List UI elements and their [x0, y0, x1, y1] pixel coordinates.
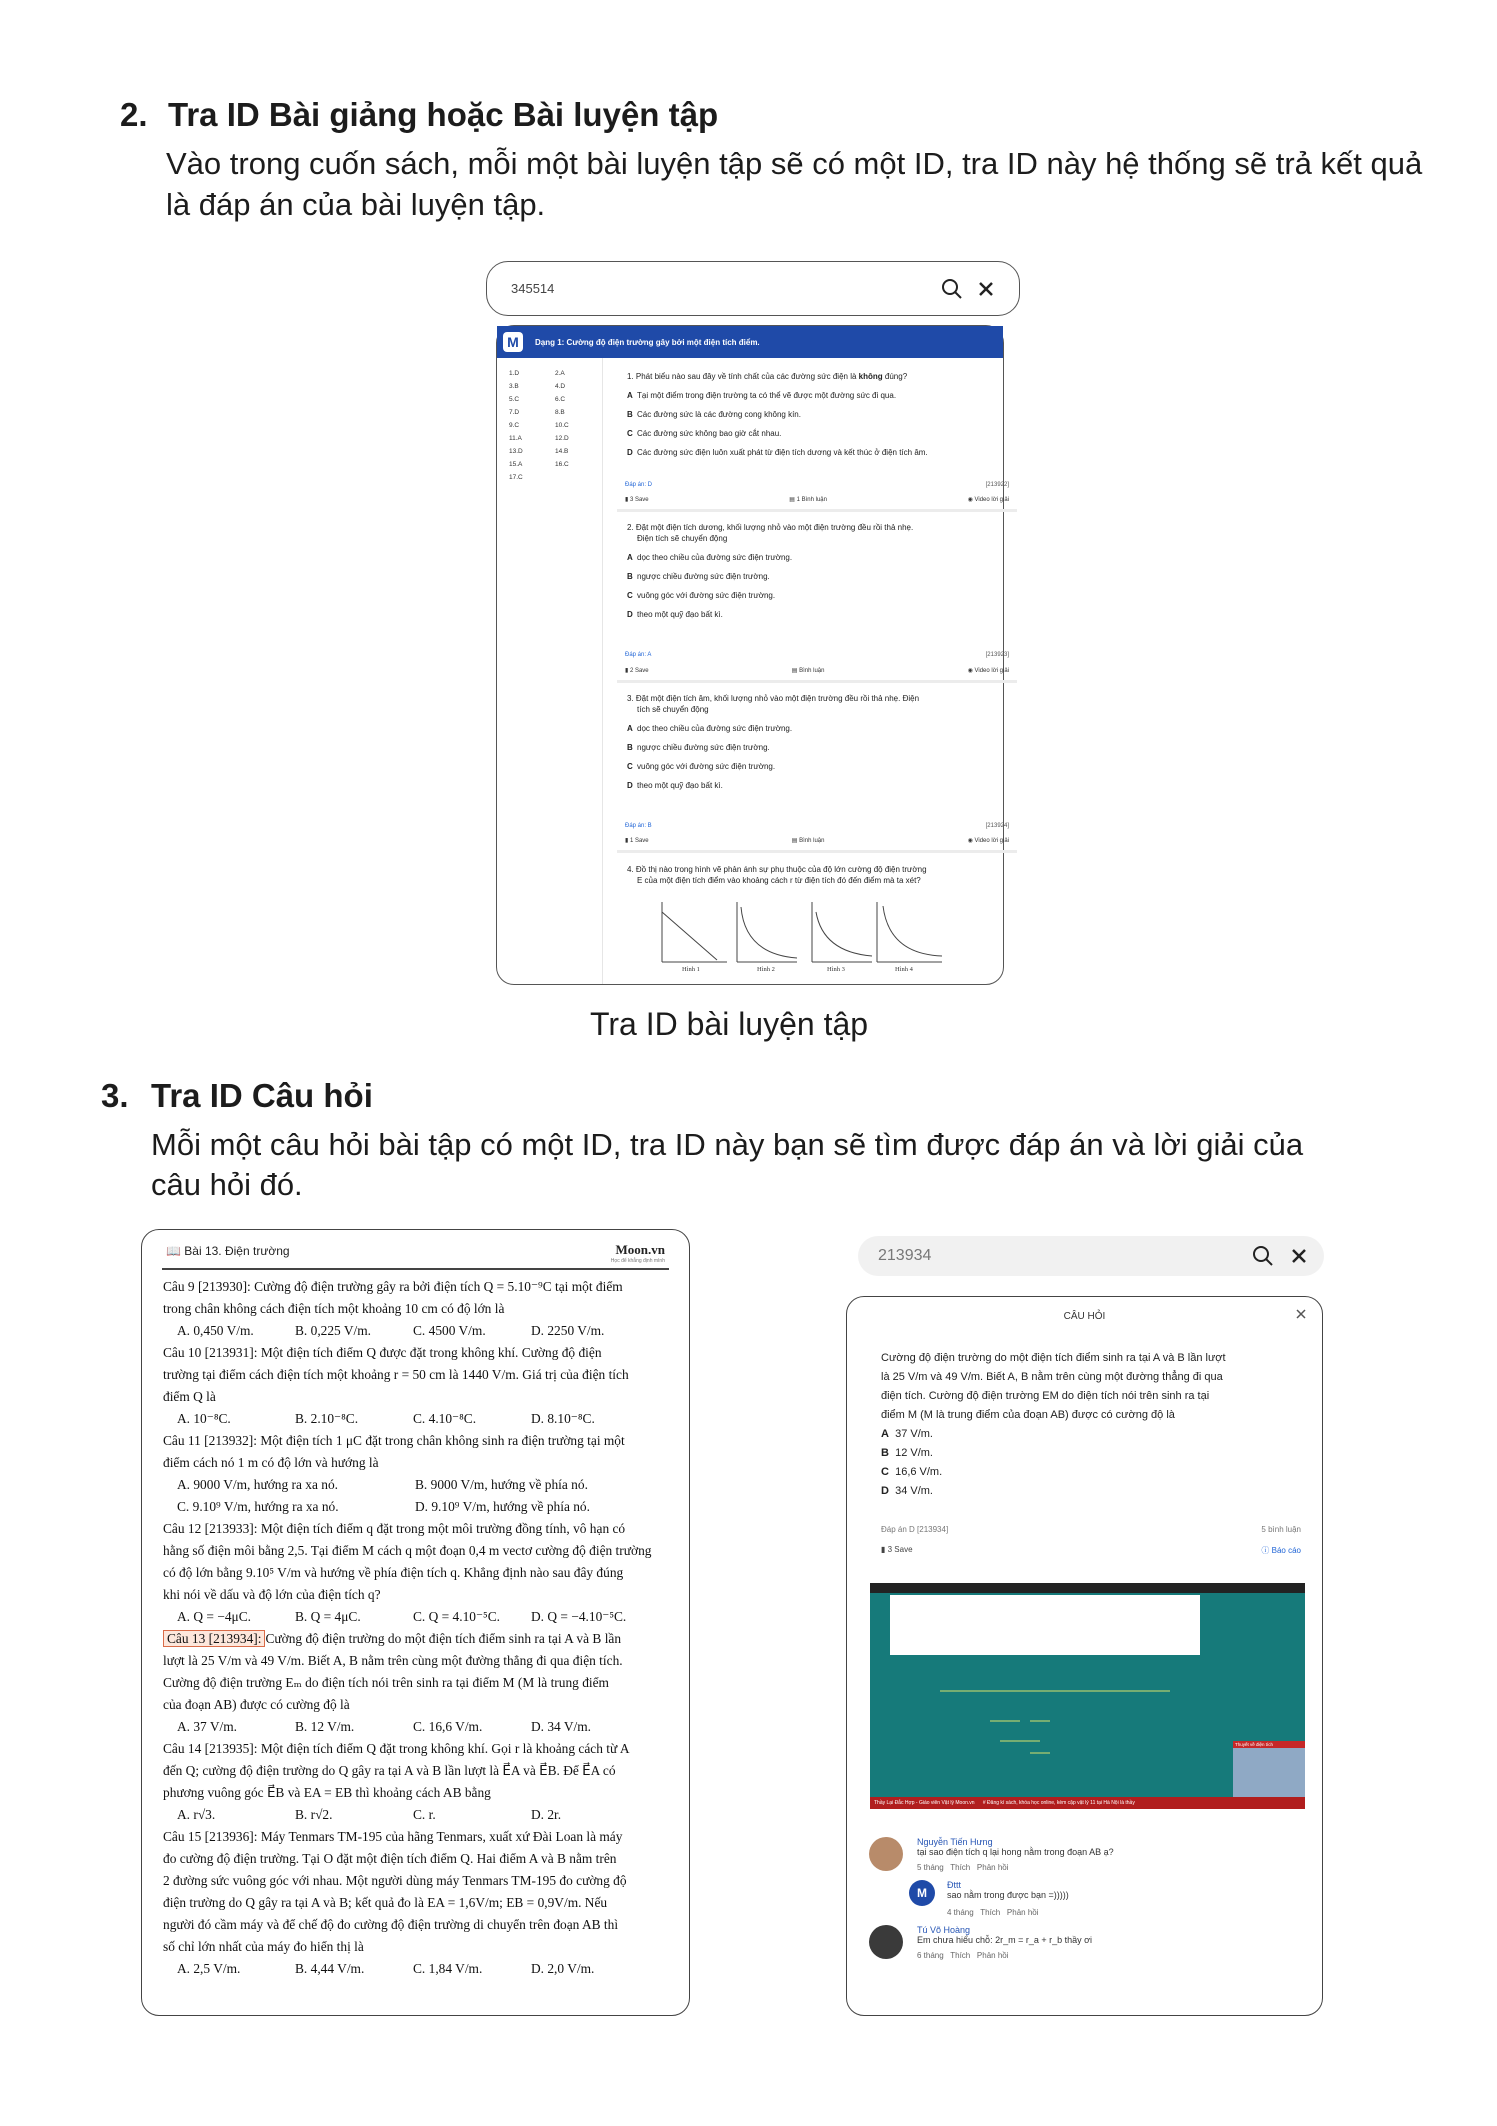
question-3-video[interactable]: ◉ Video lời giải [967, 838, 1009, 844]
q15-line: Câu 15 [213936]: Máy Tenmars TM-195 của hãng Tenmars, xuất xứ Đài Loan là máy [163, 1829, 623, 1844]
question-3 [627, 693, 1007, 791]
q10-line: Câu 10 [213931]: Một điện tích điểm Q được đặt trong không khí. Cường độ điện [163, 1345, 602, 1360]
search-icon[interactable] [941, 278, 963, 300]
practice-result-screenshot [496, 325, 1009, 985]
question-1-actions [625, 496, 1009, 503]
section-3-number: 3. [101, 1077, 129, 1114]
textbook-body [163, 1276, 671, 1980]
practice-header [497, 326, 1003, 358]
question-3-option-b: B ngược chiều đường sức điện trường. [627, 743, 770, 752]
graph-label-4: Hình 4 [895, 966, 913, 973]
answer-key-item: 5.C [509, 396, 520, 403]
video-board-drawing [930, 1661, 1210, 1761]
avatar [869, 1837, 903, 1871]
graph-label-1: Hình 1 [682, 966, 700, 973]
question-3-option-a: A dọc theo chiều của đường sức điện trường. [627, 724, 793, 733]
question-3-option-c: C vuông góc với đường sức điện trường. [627, 762, 776, 771]
q12-line: Câu 12 [213933]: Một điện tích điểm q đặt trong một môi trường đồng tính, vô hạn có [163, 1521, 626, 1536]
section-3-body-line1: Mỗi một câu hỏi bài tập có một ID, tra ID này bạn sẽ tìm được đáp án và lời giải của [151, 1127, 1304, 1162]
question-1-comments[interactable]: ▤ 1 Bình luận [789, 497, 827, 503]
q13-options: A. 37 V/m. B. 12 V/m. C. 16,6 V/m. D. 34 V/m. [177, 1719, 592, 1734]
moon-brand [611, 1242, 665, 1264]
reply-button[interactable]: Phản hồi [1006, 1908, 1039, 1917]
like-button[interactable]: Thích [950, 1951, 971, 1960]
question-2-video[interactable]: ◉ Video lời giải [967, 668, 1009, 674]
answer-key-item: 7.D [509, 409, 520, 416]
option-c: C 16,6 V/m. [881, 1466, 943, 1478]
question-1-meta: Đáp án: D [213922] [625, 482, 1009, 488]
moon-brand-name: Moon.vn [615, 1242, 665, 1257]
comment-meta: 6 tháng Thích Phản hồi [917, 1951, 1009, 1960]
reply-button[interactable]: Phản hồi [976, 1951, 1009, 1960]
divider [617, 850, 1017, 853]
question-3-actions [625, 837, 1009, 844]
comment-author[interactable]: Đttt [947, 1880, 962, 1890]
question-3-stem-cont: tích sẽ chuyển động [637, 705, 709, 714]
answer-key-item: 13.D [509, 448, 523, 455]
answer-key-item: 12.D [555, 435, 569, 442]
q9-line: Câu 9 [213930]: Cường độ điện trường gây ra bởi điện tích Q = 5.10⁻⁹C tại một điểm [163, 1279, 623, 1294]
comment [869, 1925, 1299, 1960]
question-1-option-b: B Các đường sức là các đường cong không kín. [627, 410, 801, 419]
answer-key-item: 2.A [555, 370, 565, 377]
question-2-option-c: C vuông góc với đường sức điện trường. [627, 591, 776, 600]
q15-line: đo cường độ điện trường. Tại O đặt một điện tích điểm Q. Hai điểm A và B nằm trên [163, 1851, 617, 1866]
q11-options: C. 9.10⁹ V/m, hướng ra xa nó. D. 9.10⁹ V/m, hướng về phía nó. [177, 1499, 590, 1514]
close-icon[interactable] [1288, 1245, 1310, 1267]
q15-options: A. 2,5 V/m. B. 4,44 V/m. C. 1,84 V/m. D. 2,0 V/m. [177, 1961, 595, 1976]
answer-key-item: 16.C [555, 461, 569, 468]
comment-reply [909, 1880, 1299, 1917]
q15-line: 2 đường sức vuông góc với nhau. Một người dùng máy Tenmars TM-195 đo cường độ [163, 1873, 627, 1888]
option-b: B 12 V/m. [881, 1447, 933, 1459]
q12-line: có độ lớn bằng 9.10⁵ V/m và hướng về phía điện tích q. Khẳng định nào sau đây đúng [163, 1565, 624, 1580]
q9-options: A. 0,450 V/m. B. 0,225 V/m. C. 4500 V/m. D. 2250 V/m. [177, 1323, 605, 1338]
q10-line: điểm Q là [163, 1389, 216, 1404]
question-3-comments[interactable]: ▤ Bình luận [791, 838, 825, 844]
avatar [869, 1925, 903, 1959]
option-d: D 34 V/m. [881, 1485, 933, 1497]
comment-meta: 4 tháng Thích Phản hồi [947, 1908, 1039, 1917]
answer-key-item: 6.C [555, 396, 566, 403]
comment [869, 1837, 1299, 1872]
question-4-graphs [657, 902, 987, 974]
section-2-number: 2. [120, 96, 148, 133]
option-a: A 37 V/m. [881, 1428, 933, 1440]
question-search-input[interactable] [858, 1247, 1252, 1265]
question-1-save[interactable]: ▮ 3 Save [625, 497, 649, 503]
q11-line: Câu 11 [213932]: Một điện tích 1 μC đặt trong chân không sinh ra điện trường tại một [163, 1433, 625, 1448]
question-stem: Cường độ điện trường do một điện tích điểm sinh ra tại A và B lần lượt là 25 V/m và 49 V/m. Biết A, B nằm trên cùng một đường thẳng đi qua điện tích. Cường độ điện trường EM do điện tích nói trên sinh ra tại điểm M (M là trung điểm của đoạn AB) được có cường độ là A 37 V/m. B 12 V/m. C 16,6 V/m. D 34 V/m. [881, 1349, 1301, 1501]
question-2-option-b: B ngược chiều đường sức điện trường. [627, 572, 770, 581]
answer-meta: Đáp án D [213934] 5 bình luận [881, 1525, 1301, 1534]
comment-text: sao nằm trong được bạn =))))) [947, 1890, 1069, 1900]
section-3-body-line2: câu hỏi đó. [151, 1167, 303, 1202]
section-3-title: Tra ID Câu hỏi [151, 1077, 373, 1114]
q11-line: điểm cách nó 1 m có độ lớn và hướng là [163, 1455, 379, 1470]
answer-key-item: 10.C [555, 422, 569, 429]
moon-avatar: M [909, 1880, 935, 1906]
textbook-header: 📖 Bài 13. Điện trường [166, 1244, 290, 1258]
like-button[interactable]: Thích [950, 1863, 971, 1872]
like-button[interactable]: Thích [980, 1908, 1001, 1917]
answer-key-item: 4.D [555, 383, 566, 390]
question-1 [627, 371, 1007, 458]
q13-line: lượt là 25 V/m và 49 V/m. Biết A, B nằm trên cùng một đường thẳng đi qua điện tích. [163, 1653, 623, 1668]
comments-list [869, 1837, 1299, 1960]
question-1-stem: 1. Phát biểu nào sau đây về tính chất của các đường sức điện là không đúng? [627, 372, 908, 381]
q12-options: A. Q = −4μC. B. Q = 4μC. C. Q = 4.10⁻⁵C. D. Q = −4.10⁻⁵C. [177, 1609, 627, 1624]
search-icon[interactable] [1252, 1245, 1274, 1267]
question-2-meta: Đáp án: A [213923] [625, 652, 1009, 658]
graph-label-3: Hình 3 [827, 966, 845, 973]
section-2-title: Tra ID Bài giảng hoặc Bài luyện tập [168, 96, 719, 133]
question-1-option-d: D Các đường sức điện luôn xuất phát từ điện tích dương và kết thúc ở điện tích âm. [627, 448, 928, 457]
question-2-actions [625, 667, 1009, 674]
q12-line: khi nói về dấu và độ lớn của điện tích q? [163, 1587, 381, 1602]
q14-line: phương vuông góc E⃗B và EA = EB thì khoảng cách AB bằng [163, 1785, 491, 1800]
q14-line: Câu 14 [213935]: Một điện tích điểm Q đặt trong không khí. Gọi r là khoảng cách từ A [163, 1741, 630, 1756]
answer-key-item: 3.B [509, 383, 519, 390]
section-2-caption: Tra ID bài luyện tập [590, 1006, 869, 1042]
question-detail-panel [846, 1296, 1323, 2016]
question-1-option-a: A Tại một điểm trong điện trường ta có thể vẽ được một đường sức đi qua. [627, 391, 897, 400]
comment-meta: 5 tháng Thích Phản hồi [917, 1863, 1009, 1872]
close-icon[interactable] [975, 278, 997, 300]
q15-line: điện trường do Q gây ra tại A và B; kết quả đo là EA = 1,6V/m; EB = 0,9V/m. Nếu [163, 1895, 608, 1910]
question-3-meta: Đáp án: B [213924] [625, 823, 1009, 829]
question-4 [627, 864, 1007, 886]
answer-key-item: 8.B [555, 409, 565, 416]
question-3-stem: 3. Đặt một điện tích âm, khối lượng nhỏ vào một điện trường đều rồi thả nhẹ. Điện [627, 694, 920, 703]
question-search-bar [858, 1236, 1324, 1276]
question-2-option-d: D theo một quỹ đạo bất kì. [627, 610, 723, 619]
video-toolbar [870, 1583, 1305, 1593]
q10-line: trường tại điểm cách điện tích một khoảng r = 50 cm là 1440 V/m. Giá trị của điện tích [163, 1367, 629, 1382]
q15-line: số chỉ lớn nhất của máy đo hiển thị là [163, 1939, 364, 1954]
comment-text: Em chưa hiểu chỗ: 2r_m = r_a + r_b thầy ơi [917, 1935, 1093, 1945]
answer-key-item: 9.C [509, 422, 520, 429]
q9-line: trong chân không cách điện tích một khoảng 10 cm có độ lớn là [163, 1301, 505, 1316]
q12-line: hằng số điện môi bằng 2,5. Tại điểm M cách q một đoạn 0,4 m vectơ cường độ điện trường [163, 1543, 652, 1558]
question-2-stem: 2. Đặt một điện tích dương, khối lượng nhỏ vào một điện trường đều rồi thả nhẹ. [627, 523, 914, 532]
report-button[interactable]: ⓘ Báo cáo [1261, 1546, 1301, 1555]
q10-options: A. 10⁻⁸C. B. 2.10⁻⁸C. C. 4.10⁻⁸C. D. 8.10⁻⁸C. [177, 1411, 595, 1426]
practice-header-title: Dạng 1: Cường độ điện trường gây bởi một điện tích điểm. [535, 337, 760, 347]
answer-key-item: 14.B [555, 448, 569, 455]
question-2 [627, 522, 1007, 620]
answer-key-item: 15.A [509, 461, 523, 468]
webcam-banner: Thuyết về điện tích [1233, 1741, 1305, 1748]
moon-brand-tagline: Học để khẳng định mình [610, 1258, 665, 1264]
video-solution[interactable] [870, 1583, 1305, 1809]
question-2-save[interactable]: ▮ 2 Save [625, 668, 649, 674]
id-search-input[interactable] [487, 281, 941, 296]
comment-author[interactable]: Nguyễn Tiến Hưng [917, 1837, 993, 1847]
video-question-box [890, 1595, 1200, 1655]
reply-button[interactable]: Phản hồi [976, 1863, 1009, 1872]
comment-text: tại sao điện tích q lại hong nằm trong đoạn AB ạ? [917, 1847, 1114, 1857]
panel-title: CÂU HỎI [1063, 1311, 1106, 1322]
q13-line: của đoạn AB) được có cường độ là [163, 1697, 350, 1712]
q14-line: đến Q; cường độ điện trường do Q gây ra tại A và B lần lượt là E⃗A và E⃗B. Để E⃗A có [163, 1763, 616, 1778]
textbook-page [141, 1229, 690, 2016]
question-3-option-d: D theo một quỹ đạo bất kì. [627, 781, 723, 790]
question-4-stem-cont: E của một điện tích điểm vào khoảng cách r từ điện tích đó đến điểm mà ta xét? [637, 876, 921, 885]
answer-key-item: 1.D [509, 370, 520, 377]
save-button[interactable]: ▮ 3 Save [881, 1545, 913, 1554]
action-row [881, 1545, 1301, 1556]
answer-column-divider [602, 358, 603, 984]
q15-line: người đó cầm máy và để chế độ đo cường độ điện trường di chuyển trên đoạn AB thì [163, 1917, 619, 1932]
divider [617, 509, 1017, 512]
id-search-bar [486, 261, 1020, 316]
teacher-webcam [1233, 1741, 1305, 1797]
q13-id-highlight: Câu 13 [213934]: [163, 1630, 265, 1647]
header-rule [162, 1268, 669, 1270]
question-2-option-a: A dọc theo chiều của đường sức điện trường. [627, 553, 793, 562]
q11-options: A. 9000 V/m, hướng ra xa nó. B. 9000 V/m, hướng về phía nó. [177, 1477, 588, 1492]
q13-line: Cường độ điện trường Eₘ do điện tích nói trên sinh ra tại điểm M (M là trung điểm [163, 1675, 609, 1690]
video-footer: Thầy Lại Đắc Hợp - Giáo viên Vật lý Moon.vn # Đăng kí sách, khóa học online, kèm cặp vật lý 11 tại Hà Nội là thầy [870, 1797, 1305, 1809]
answer-key-grid [509, 370, 599, 481]
comment-author[interactable]: Tú Võ Hoàng [917, 1925, 971, 1935]
divider [617, 680, 1017, 683]
section-2-body-line1: Vào trong cuốn sách, mỗi một bài luyện tập sẽ có một ID, tra ID này hệ thống sẽ trả kết quả [166, 146, 1423, 181]
answer-key-item: 17.C [509, 474, 523, 481]
question-4-stem: 4. Đồ thị nào trong hình vẽ phản ánh sự phụ thuộc của độ lớn cường độ điện trường [627, 865, 927, 874]
section-2-body-line2: là đáp án của bài luyện tập. [166, 187, 546, 222]
moon-logo: M [503, 332, 523, 352]
panel-close-icon[interactable] [1294, 1307, 1308, 1326]
q13-line: Câu 13 [213934]: Cường độ điện trường do một điện tích điểm sinh ra tại A và B lần [163, 1628, 671, 1650]
question-1-video[interactable]: ◉ Video lời giải [967, 497, 1009, 503]
graph-label-2: Hình 2 [757, 966, 775, 973]
question-2-stem-cont: Điện tích sẽ chuyển động [637, 534, 728, 543]
question-3-save[interactable]: ▮ 1 Save [625, 838, 649, 844]
question-2-comments[interactable]: ▤ Bình luận [791, 668, 825, 674]
q14-options: A. r√3. B. r√2. C. r. D. 2r. [177, 1807, 562, 1822]
question-1-option-c: C Các đường sức không bao giờ cắt nhau. [627, 429, 782, 438]
answer-key-item: 11.A [509, 435, 522, 442]
